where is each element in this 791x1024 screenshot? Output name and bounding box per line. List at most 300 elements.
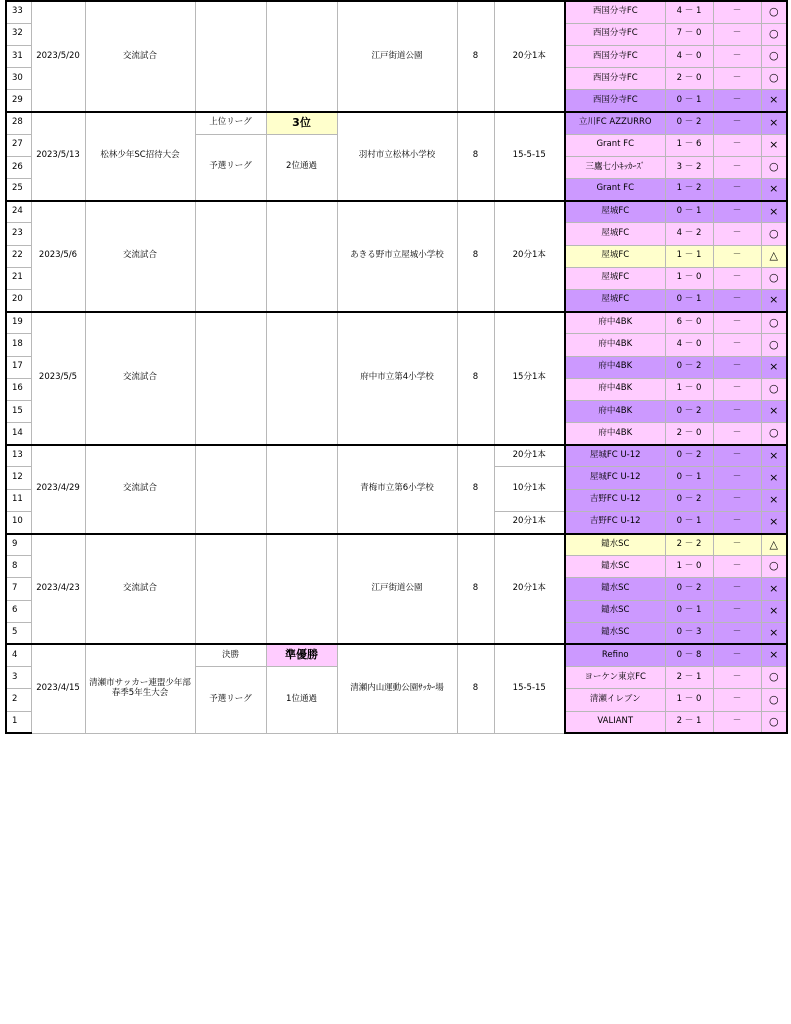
goals-for: 0	[676, 649, 683, 660]
pk-score: －	[713, 644, 761, 666]
opponent: 西国分寺FC	[565, 45, 665, 67]
goals-for: 4	[676, 339, 683, 350]
pk-score: －	[713, 689, 761, 711]
pk-score: －	[713, 334, 761, 356]
score-separator: －	[682, 183, 696, 194]
score	[665, 689, 713, 711]
result-mark: ○	[761, 23, 787, 45]
venue: 羽村市立松林小学校	[337, 112, 457, 201]
result-mark: ○	[761, 556, 787, 578]
match-number: 25	[6, 179, 31, 201]
goals-against: 0	[695, 50, 702, 61]
stage-result: 準優勝	[266, 644, 337, 666]
goals-against: 1	[695, 250, 702, 261]
match-date: 2023/4/29	[31, 445, 85, 534]
event-name: 交流試合	[85, 445, 195, 534]
goals-against: 0	[695, 694, 702, 705]
goals-against: 0	[695, 560, 702, 571]
result-mark: ×	[761, 489, 787, 511]
players-count: 8	[457, 534, 494, 645]
result-mark: ×	[761, 600, 787, 622]
pk-score: －	[713, 556, 761, 578]
score-separator: －	[682, 272, 696, 283]
opponent: 府中4BK	[565, 312, 665, 334]
match-number: 24	[6, 201, 31, 223]
result-mark: ○	[761, 689, 787, 711]
score-separator: －	[682, 361, 696, 372]
result-mark: ○	[761, 334, 787, 356]
score-separator: －	[682, 139, 696, 150]
goals-against: 0	[695, 427, 702, 438]
opponent: 府中4BK	[565, 356, 665, 378]
result-mark: ×	[761, 511, 787, 533]
event-name: 交流試合	[85, 312, 195, 445]
pk-score: －	[713, 622, 761, 644]
score-separator: －	[682, 450, 696, 461]
venue: 江戸街道公園	[337, 1, 457, 112]
stage-result: 2位通過	[266, 134, 337, 201]
match-format: 15-5-15	[494, 112, 565, 201]
goals-for: 0	[676, 516, 683, 527]
opponent: Refino	[565, 644, 665, 666]
opponent: 鑓水SC	[565, 556, 665, 578]
score-separator: －	[682, 94, 696, 105]
score-separator: －	[682, 383, 696, 394]
result-mark: ×	[761, 622, 787, 644]
pk-score: －	[713, 201, 761, 223]
goals-against: 2	[695, 450, 702, 461]
result-mark: ×	[761, 445, 787, 467]
opponent: 西国分寺FC	[565, 23, 665, 45]
opponent: 屋城FC U-12	[565, 467, 665, 489]
pk-score: －	[713, 511, 761, 533]
result-mark: ○	[761, 423, 787, 445]
opponent: 清瀬イレブン	[565, 689, 665, 711]
opponent: 屋城FC	[565, 201, 665, 223]
result-mark: ×	[761, 90, 787, 112]
opponent: 屋城FC	[565, 245, 665, 267]
score	[665, 179, 713, 201]
score	[665, 445, 713, 467]
match-number: 15	[6, 400, 31, 422]
score-separator: －	[682, 206, 696, 217]
score-separator: －	[682, 560, 696, 571]
match-number: 29	[6, 90, 31, 112]
score-separator: －	[682, 694, 696, 705]
goals-for: 0	[676, 206, 683, 217]
score-separator: －	[682, 671, 696, 682]
score	[665, 45, 713, 67]
goals-against: 0	[695, 272, 702, 283]
goals-against: 0	[695, 383, 702, 394]
goals-for: 1	[676, 383, 683, 394]
pk-score: －	[713, 467, 761, 489]
score	[665, 112, 713, 134]
match-number: 23	[6, 223, 31, 245]
opponent: Grant FC	[565, 134, 665, 156]
event-name: 交流試合	[85, 1, 195, 112]
score	[665, 711, 713, 733]
score	[665, 356, 713, 378]
result-mark: ○	[761, 267, 787, 289]
pk-score: －	[713, 312, 761, 334]
goals-for: 0	[676, 605, 683, 616]
pk-score: －	[713, 445, 761, 467]
score	[665, 644, 713, 666]
opponent: 鑓水SC	[565, 622, 665, 644]
result-mark: ×	[761, 134, 787, 156]
pk-score: －	[713, 267, 761, 289]
stage-name: 予選リーグ	[195, 134, 266, 201]
pk-score: －	[713, 156, 761, 178]
goals-for: 1	[676, 560, 683, 571]
goals-against: 0	[695, 339, 702, 350]
score-separator: －	[682, 405, 696, 416]
goals-against: 0	[695, 317, 702, 328]
match-number: 28	[6, 112, 31, 134]
match-date: 2023/4/23	[31, 534, 85, 645]
result-mark: △	[761, 534, 787, 556]
score	[665, 600, 713, 622]
match-number: 33	[6, 1, 31, 23]
players-count: 8	[457, 312, 494, 445]
result-mark: ×	[761, 467, 787, 489]
score	[665, 90, 713, 112]
score-separator: －	[682, 117, 696, 128]
match-format: 20分1本	[494, 511, 565, 533]
goals-against: 1	[695, 206, 702, 217]
score-separator: －	[682, 6, 696, 17]
score	[665, 622, 713, 644]
opponent: VALIANT	[565, 711, 665, 733]
goals-for: 0	[676, 94, 683, 105]
stage-name	[195, 201, 266, 312]
players-count: 8	[457, 1, 494, 112]
stage-result: 1位通過	[266, 667, 337, 734]
match-date: 2023/5/13	[31, 112, 85, 201]
goals-for: 0	[676, 361, 683, 372]
result-mark: △	[761, 245, 787, 267]
players-count: 8	[457, 644, 494, 733]
result-mark: ×	[761, 179, 787, 201]
score	[665, 245, 713, 267]
score-separator: －	[682, 516, 696, 527]
players-count: 8	[457, 445, 494, 534]
pk-score: －	[713, 23, 761, 45]
match-number: 17	[6, 356, 31, 378]
goals-for: 0	[676, 450, 683, 461]
match-format: 15分1本	[494, 312, 565, 445]
match-number: 26	[6, 156, 31, 178]
pk-score: －	[713, 45, 761, 67]
score	[665, 1, 713, 23]
stage-result	[266, 445, 337, 534]
result-mark: ○	[761, 223, 787, 245]
pk-score: －	[713, 68, 761, 90]
goals-for: 6	[676, 317, 683, 328]
match-number: 10	[6, 511, 31, 533]
goals-against: 8	[695, 649, 702, 660]
score-separator: －	[682, 72, 696, 83]
score-separator: －	[682, 50, 696, 61]
opponent: 屋城FC	[565, 267, 665, 289]
goals-against: 0	[695, 72, 702, 83]
goals-against: 2	[695, 583, 702, 594]
match-number: 8	[6, 556, 31, 578]
score-separator: －	[682, 294, 696, 305]
pk-score: －	[713, 667, 761, 689]
result-mark: ×	[761, 201, 787, 223]
score-separator: －	[682, 649, 696, 660]
match-number: 9	[6, 534, 31, 556]
pk-score: －	[713, 534, 761, 556]
pk-score: －	[713, 90, 761, 112]
opponent: 府中4BK	[565, 423, 665, 445]
goals-against: 2	[695, 361, 702, 372]
score	[665, 68, 713, 90]
players-count: 8	[457, 112, 494, 201]
opponent: 三鷹七小ｷｯｶｰｽﾞ	[565, 156, 665, 178]
score	[665, 334, 713, 356]
score	[665, 289, 713, 311]
pk-score: －	[713, 378, 761, 400]
stage-result	[266, 1, 337, 112]
stage-name	[195, 1, 266, 112]
score-separator: －	[682, 339, 696, 350]
stage-name: 上位リーグ	[195, 112, 266, 134]
pk-score: －	[713, 245, 761, 267]
venue: 江戸街道公園	[337, 534, 457, 645]
result-mark: ×	[761, 644, 787, 666]
score	[665, 578, 713, 600]
opponent: 鑓水SC	[565, 578, 665, 600]
match-number: 6	[6, 600, 31, 622]
goals-against: 2	[695, 183, 702, 194]
result-mark: ○	[761, 667, 787, 689]
event-name: 清瀬市サッカー連盟少年部 春季5年生大会	[85, 644, 195, 733]
result-mark: ×	[761, 289, 787, 311]
match-number: 21	[6, 267, 31, 289]
goals-for: 4	[676, 6, 683, 17]
goals-against: 1	[695, 6, 702, 17]
goals-for: 1	[676, 694, 683, 705]
goals-for: 1	[676, 272, 683, 283]
score	[665, 223, 713, 245]
match-format: 20分1本	[494, 445, 565, 467]
opponent: ヨーケン東京FC	[565, 667, 665, 689]
score	[665, 667, 713, 689]
match-number: 16	[6, 378, 31, 400]
match-number: 11	[6, 489, 31, 511]
match-number: 7	[6, 578, 31, 600]
score	[665, 467, 713, 489]
match-date: 2023/5/20	[31, 1, 85, 112]
match-number: 19	[6, 312, 31, 334]
score	[665, 267, 713, 289]
pk-score: －	[713, 423, 761, 445]
opponent: 立川FC AZZURRO	[565, 112, 665, 134]
goals-against: 3	[695, 627, 702, 638]
pk-score: －	[713, 578, 761, 600]
match-date: 2023/5/5	[31, 312, 85, 445]
score	[665, 201, 713, 223]
opponent: 屋城FC U-12	[565, 445, 665, 467]
goals-against: 2	[695, 117, 702, 128]
score	[665, 312, 713, 334]
goals-for: 7	[676, 28, 683, 39]
match-number: 4	[6, 644, 31, 666]
match-number: 1	[6, 711, 31, 733]
goals-against: 2	[695, 405, 702, 416]
goals-against: 1	[695, 671, 702, 682]
match-number: 30	[6, 68, 31, 90]
goals-for: 0	[676, 472, 683, 483]
goals-against: 1	[695, 715, 702, 726]
pk-score: －	[713, 179, 761, 201]
match-row	[6, 1, 787, 23]
pk-score: －	[713, 112, 761, 134]
goals-for: 2	[676, 427, 683, 438]
score	[665, 378, 713, 400]
match-number: 13	[6, 445, 31, 467]
result-mark: ×	[761, 356, 787, 378]
match-number: 2	[6, 689, 31, 711]
result-mark: ○	[761, 312, 787, 334]
goals-for: 2	[676, 538, 683, 549]
goals-against: 2	[695, 228, 702, 239]
match-row	[6, 312, 787, 334]
match-number: 31	[6, 45, 31, 67]
goals-for: 0	[676, 294, 683, 305]
stage-result	[266, 534, 337, 645]
match-row	[6, 112, 787, 134]
score	[665, 400, 713, 422]
goals-for: 0	[676, 494, 683, 505]
opponent: 西国分寺FC	[565, 90, 665, 112]
goals-for: 2	[676, 72, 683, 83]
opponent: 屋城FC	[565, 223, 665, 245]
score-separator: －	[682, 161, 696, 172]
goals-against: 1	[695, 472, 702, 483]
goals-against: 0	[695, 28, 702, 39]
opponent: Grant FC	[565, 179, 665, 201]
result-mark: ×	[761, 578, 787, 600]
goals-for: 1	[676, 250, 683, 261]
match-number: 14	[6, 423, 31, 445]
match-format: 20分1本	[494, 201, 565, 312]
score-separator: －	[682, 228, 696, 239]
stage-name: 決勝	[195, 644, 266, 666]
score-separator: －	[682, 715, 696, 726]
venue: 府中市立第4小学校	[337, 312, 457, 445]
goals-against: 1	[695, 516, 702, 527]
pk-score: －	[713, 489, 761, 511]
score-separator: －	[682, 28, 696, 39]
match-number: 27	[6, 134, 31, 156]
score-separator: －	[682, 494, 696, 505]
match-number: 3	[6, 667, 31, 689]
score	[665, 511, 713, 533]
stage-name	[195, 312, 266, 445]
opponent: 府中4BK	[565, 400, 665, 422]
score-separator: －	[682, 583, 696, 594]
opponent: 屋城FC	[565, 289, 665, 311]
goals-for: 4	[676, 228, 683, 239]
result-mark: ○	[761, 1, 787, 23]
goals-against: 1	[695, 294, 702, 305]
event-name: 交流試合	[85, 201, 195, 312]
match-row	[6, 644, 787, 666]
goals-for: 2	[676, 715, 683, 726]
opponent: 西国分寺FC	[565, 68, 665, 90]
score	[665, 556, 713, 578]
match-date: 2023/5/6	[31, 201, 85, 312]
venue: 青梅市立第6小学校	[337, 445, 457, 534]
opponent: 鑓水SC	[565, 534, 665, 556]
stage-result: 3位	[266, 112, 337, 134]
score-separator: －	[682, 427, 696, 438]
opponent: 鑓水SC	[565, 600, 665, 622]
goals-for: 1	[676, 139, 683, 150]
match-format: 20分1本	[494, 534, 565, 645]
score-separator: －	[682, 538, 696, 549]
venue: 清瀬内山運動公園ｻｯｶｰ場	[337, 644, 457, 733]
opponent: 府中4BK	[565, 378, 665, 400]
match-row	[6, 534, 787, 556]
match-row	[6, 201, 787, 223]
goals-against: 1	[695, 94, 702, 105]
score	[665, 156, 713, 178]
score-separator: －	[682, 250, 696, 261]
pk-score: －	[713, 600, 761, 622]
stage-result	[266, 201, 337, 312]
score-separator: －	[682, 627, 696, 638]
score	[665, 134, 713, 156]
match-row	[6, 445, 787, 467]
event-name: 交流試合	[85, 534, 195, 645]
result-mark: ×	[761, 112, 787, 134]
pk-score: －	[713, 134, 761, 156]
goals-for: 0	[676, 627, 683, 638]
stage-result	[266, 312, 337, 445]
score-separator: －	[682, 605, 696, 616]
match-format: 15-5-15	[494, 644, 565, 733]
result-mark: ○	[761, 68, 787, 90]
venue: あきる野市立屋城小学校	[337, 201, 457, 312]
opponent: 吉野FC U-12	[565, 489, 665, 511]
goals-for: 4	[676, 50, 683, 61]
match-number: 18	[6, 334, 31, 356]
opponent: 西国分寺FC	[565, 1, 665, 23]
match-number: 20	[6, 289, 31, 311]
goals-against: 2	[695, 494, 702, 505]
stage-name	[195, 534, 266, 645]
results-table	[5, 0, 788, 734]
pk-score: －	[713, 400, 761, 422]
goals-for: 0	[676, 583, 683, 594]
result-mark: ○	[761, 378, 787, 400]
goals-against: 6	[695, 139, 702, 150]
pk-score: －	[713, 289, 761, 311]
match-format: 10分1本	[494, 467, 565, 511]
score	[665, 23, 713, 45]
goals-for: 2	[676, 671, 683, 682]
score-separator: －	[682, 317, 696, 328]
match-number: 5	[6, 622, 31, 644]
pk-score: －	[713, 356, 761, 378]
result-mark: ×	[761, 400, 787, 422]
match-format: 20分1本	[494, 1, 565, 112]
